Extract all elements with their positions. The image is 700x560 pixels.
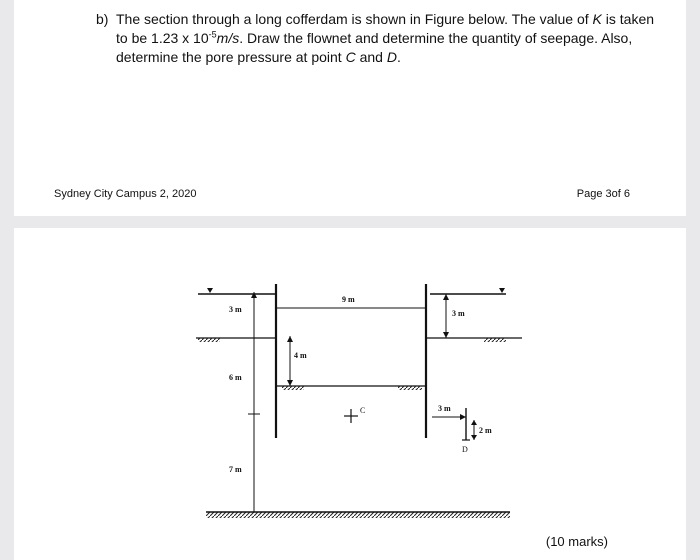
question-b: [96, 10, 656, 67]
arrow: [287, 380, 293, 386]
arrow: [251, 292, 257, 298]
units: m/s: [216, 30, 240, 46]
inner-ground-hatch-right: [398, 386, 422, 390]
dim-6m: 6 m: [229, 373, 242, 382]
point-c-ref: C: [345, 49, 356, 65]
point-d-ref: D: [386, 49, 397, 65]
exponent: -5: [208, 29, 217, 40]
arrow: [443, 332, 449, 338]
cofferdam-figure: [14, 228, 686, 560]
inner-ground-hatch-left: [282, 386, 304, 390]
question-text-part: .: [396, 49, 401, 65]
footer-page-number: Page 3of 6: [576, 188, 630, 200]
question-text-part: to be 1.23 x 10: [116, 30, 209, 46]
dim-7m: 7 m: [229, 465, 242, 474]
point-d-label: D: [462, 445, 468, 454]
point-c-label: C: [360, 406, 366, 415]
footer-campus: Sydney City Campus 2, 2020: [54, 188, 197, 200]
question-text-part: The section through a long cofferdam is shown in Figure below. The value of: [116, 11, 593, 27]
question-text-part: determine the pore pressure at point: [116, 49, 346, 65]
marks-label: (10 marks): [545, 534, 608, 549]
question-text: [116, 10, 656, 67]
left-ground-hatch: [198, 338, 220, 342]
question-text-part: and: [355, 49, 387, 65]
arrow: [443, 294, 449, 300]
right-water-marker: [499, 288, 505, 293]
impermeable-layer-hatch: [206, 512, 510, 518]
arrow: [287, 336, 293, 342]
arrow: [471, 435, 477, 440]
question-text-part: is taken: [601, 11, 655, 27]
k-symbol: K: [592, 11, 602, 27]
arrow: [471, 420, 477, 425]
page-4-top: [14, 228, 686, 560]
right-ground-hatch: [484, 338, 506, 342]
dim-9m: 9 m: [342, 295, 355, 304]
dim-3m-offset: 3 m: [438, 404, 451, 413]
dim-3m-right: 3 m: [452, 309, 465, 318]
page-3-bottom: [14, 0, 686, 216]
dim-3m-left: 3 m: [229, 305, 242, 314]
left-water-marker: [207, 288, 213, 293]
arrow: [460, 414, 466, 420]
dim-4m: 4 m: [294, 351, 307, 360]
dim-2m: 2 m: [479, 426, 492, 435]
question-text-part: . Draw the flownet and determine the quantity of seepage. Also,: [239, 30, 633, 46]
question-label: b): [96, 11, 109, 27]
